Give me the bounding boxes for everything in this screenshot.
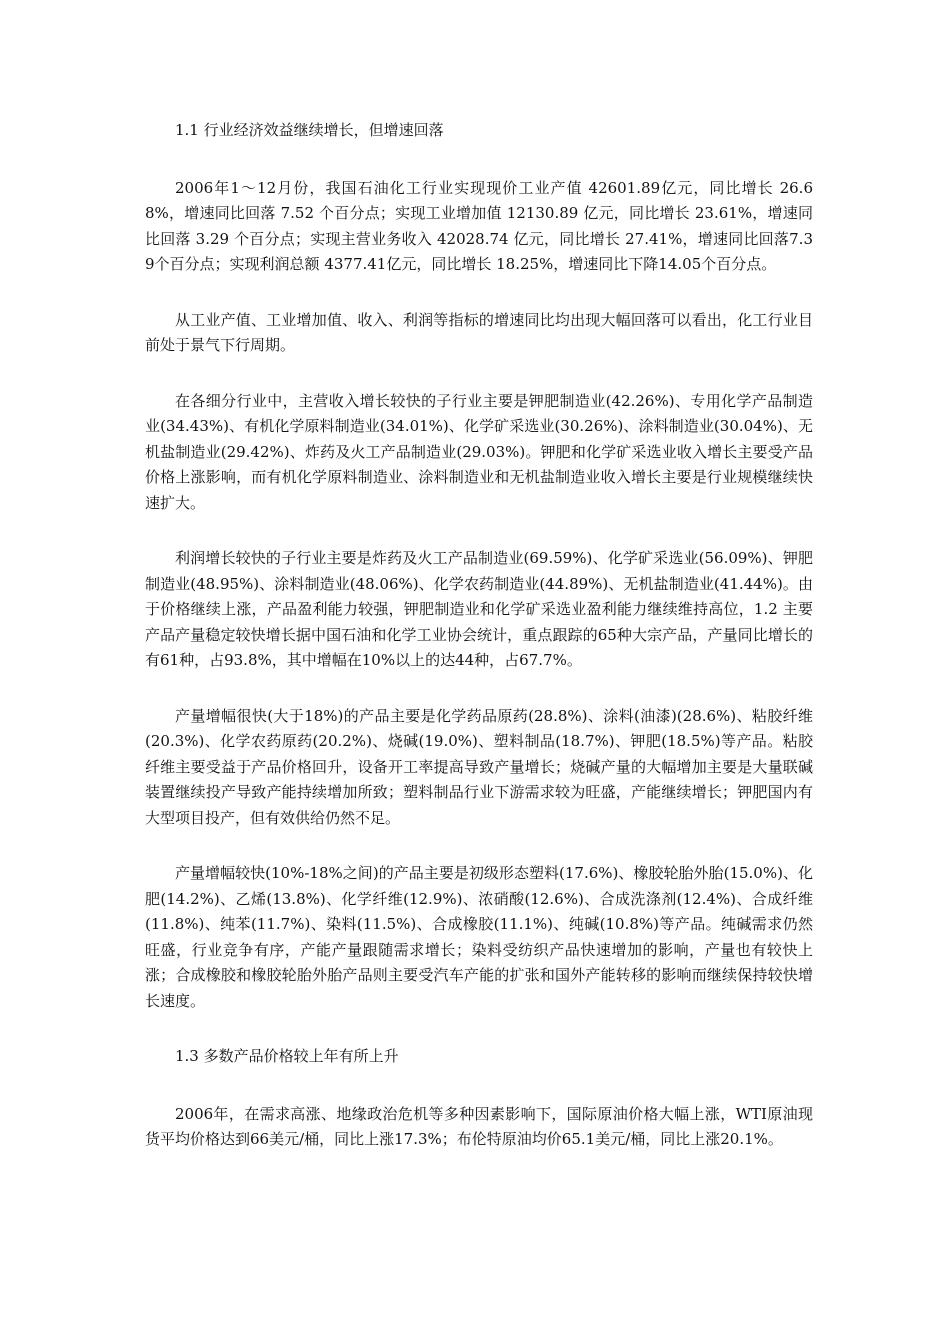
spacer <box>145 831 813 861</box>
section-heading-1-3: 1.3 多数产品价格较上年有所上升 <box>175 1047 399 1065</box>
paragraph-moderate-output-growth: 产量增幅较快(10%-18%之间)的产品主要是初级形态塑料(17.6%)、橡胶轮胎外胎(15.0%)、化肥(14.2%)、乙烯(13.8%)、化学纤维(12.9%)、浓硝酸(12.6%)、合成洗涤剂(12.4%)、合成纤维(11.8%)、纯苯(11.7%)、染料(11.5%)、合成橡胶(11.1%)、纯碱(10.8%)等产品。纯碱需求仍然旺盛，行业竞争有序，产能产量跟随需求增长；染料受纺织产品快速增加的影响，产量也有较快上涨；合成橡胶和橡胶轮胎外胎产品则主要受汽车产能的扩张和国外产能转移的影响而继续保持较快增长速度。 <box>145 864 813 1010</box>
paragraph-revenue-growth-subsectors: 在各细分行业中，主营收入增长较快的子行业主要是钾肥制造业(42.26%)、专用化学产品制造业(34.43%)、有机化学原料制造业(34.01%)、化学矿采选业(30.26%)、涂料制造业(30.04%)、无机盐制造业(29.42%)、炸药及火工产品制造业(29.03%)。钾肥和化学矿采选业收入增长主要受产品价格上涨影响，而有机化学原料制造业、涂料制造业和无机盐制造业收入增长主要是行业规模继续快速扩大。 <box>145 391 813 512</box>
paragraph-downturn-cycle: 从工业产值、工业增加值、收入、利润等指标的增速同比均出现大幅回落可以看出，化工行业目前处于景气下行周期。 <box>145 310 813 354</box>
document-body <box>145 118 813 1153</box>
spacer <box>145 1014 813 1044</box>
paragraph-fast-output-growth: 产量增幅很快(大于18%)的产品主要是化学药品原药(28.8%)、涂料(油漆)(28.6%)、粘胶纤维(20.3%)、化学农药原药(20.2%)、烧碱(19.0%)、塑料制品(18.7%)、钾肥(18.5%)等产品。粘胶纤维主要受益于产品价格回升，设备开工率提高导致产量增长；烧碱产量的大幅增加主要是大量联碱装置继续投产导致产能持续增加所致；塑料制品行业下游需求较为旺盛，产能继续增长；钾肥国内有大型项目投产，但有效供给仍然不足。 <box>145 706 813 827</box>
spacer <box>145 516 813 546</box>
section-heading-1-1: 1.1 行业经济效益继续增长，但增速回落 <box>175 121 444 139</box>
paragraph-profit-growth-subsectors: 利润增长较快的子行业主要是炸药及火工产品制造业(69.59%)、化学矿采选业(56.09%)、钾肥制造业(48.95%)、涂料制造业(48.06%)、化学农药制造业(44.89%)、无机盐制造业(41.44%)。由于价格继续上涨，产品盈利能力较强，钾肥制造业和化学矿采选业盈利能力继续维持高位，1.2 主要产品产量稳定较快增长据中国石油和化学工业协会统计，重点跟踪的65种大宗产品，产量同比增长的有61种，占93.8%，其中增幅在10%以上的达44种，占67.7%。 <box>145 549 813 669</box>
paragraph-industry-output: 2006年1～12月份，我国石油化工行业实现现价工业产值 42601.89亿元，同比增长 26.68%，增速同比回落 7.52 个百分点；实现工业增加值 12130.89 亿元，同比增长 23.61%，增速同比回落 3.29 个百分点；实现主营业务收入 42028.74 亿元，同比增长 27.41%，增速同比回落7.39个百分点；实现利润总额 4377.41亿元，同比增长 18.25%，增速同比下降14.05个百分点。 <box>145 178 813 273</box>
paragraph-oil-prices: 2006年，在需求高涨、地缘政治危机等多种因素影响下，国际原油价格大幅上涨，WTI原油现货平均价格达到66美元/桶，同比上涨17.3%；布伦特原油均价65.1美元/桶，同比上涨20.1%。 <box>145 1104 813 1148</box>
spacer <box>145 674 813 704</box>
spacer <box>145 144 813 176</box>
spacer <box>145 1070 813 1102</box>
spacer <box>145 359 813 389</box>
spacer <box>145 278 813 308</box>
